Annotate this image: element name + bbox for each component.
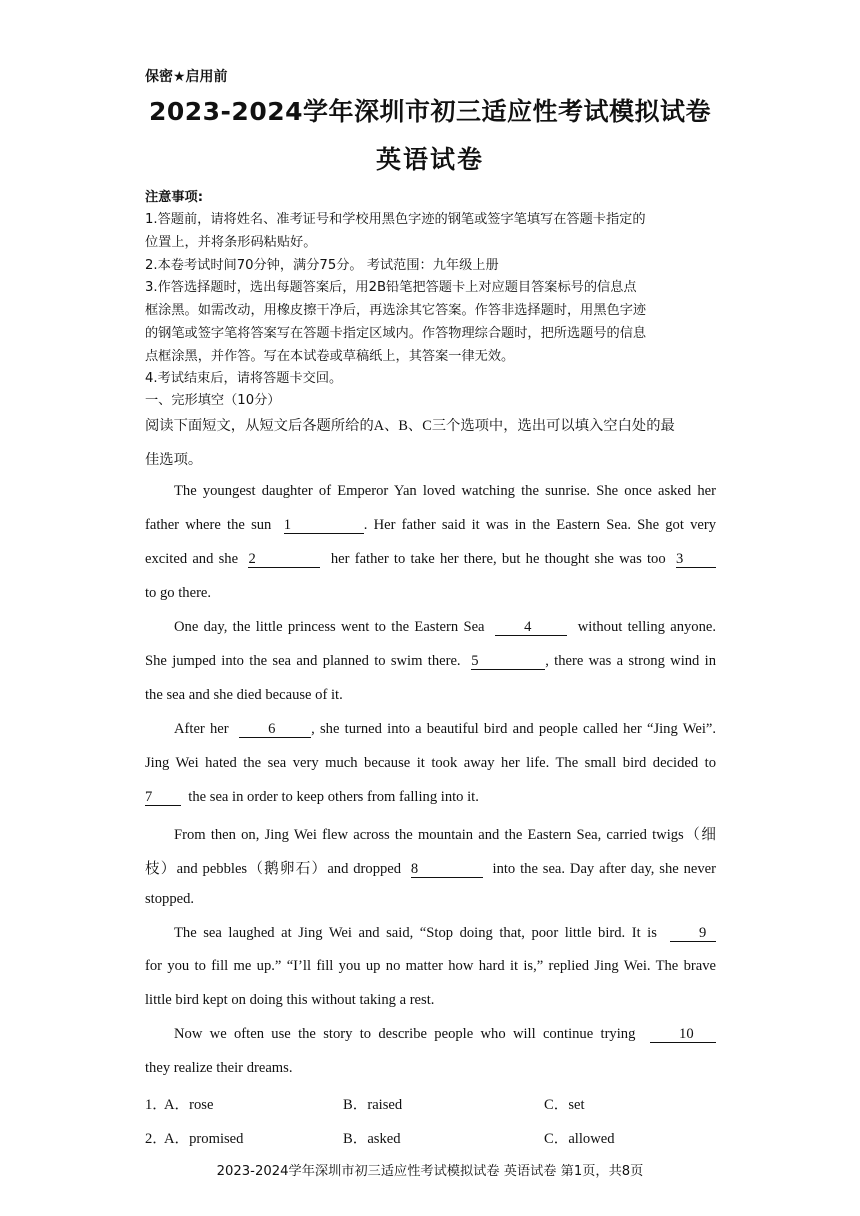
section-instruction: 阅读下面短文，从短文后各题所给的A、B、C三个选项中，选出可以填入空白处的最: [145, 418, 675, 434]
blank-9: 9: [670, 926, 716, 942]
blank-2: 2: [248, 552, 320, 568]
passage-line: From then on, Jing Wei flew across the mountain and the Eastern Sea, carried twigs（细: [174, 827, 716, 843]
passage-line: 枝）and pebbles（鹅卵石）and dropped 8 into the sea. Day after day, she never: [145, 861, 717, 877]
question-number: 1．: [145, 1097, 167, 1113]
passage-line: they realize their dreams.: [145, 1060, 293, 1076]
note-line: 位置上，并将条形码粘贴好。: [145, 235, 317, 250]
note-line: 点框涂黑，并作答。写在本试卷或草稿纸上，其答案一律无效。: [145, 349, 515, 364]
passage-line: Now we often use the story to describe people who will continue trying 10: [145, 1026, 716, 1043]
blank-1: 1: [284, 518, 364, 534]
note-line: 1.答题前，请将姓名、准考证号和学校用黑色字迹的钢笔或签字笔填写在答题卡指定的: [145, 212, 646, 227]
section-heading: 一、完形填空（10分）: [145, 393, 281, 408]
blank-7: 7: [145, 790, 181, 806]
option-a: A．rose: [164, 1097, 214, 1113]
passage-line: little bird kept on doing this without taking a rest.: [145, 992, 435, 1008]
passage-line: to go there.: [145, 585, 212, 601]
passage-line: excited and she 2 her father to take her there, but he thought she was too 3: [145, 551, 716, 568]
confidential-label: 保密★启用前: [145, 69, 228, 85]
option-b: B．asked: [343, 1131, 401, 1147]
question-number: 2．: [145, 1131, 167, 1147]
passage-line: father where the sun 1 . Her father said it was in the Eastern Sea. She got very: [145, 517, 717, 533]
note-line: 框涂黑。如需改动，用橡皮擦干净后，再选涂其它答案。作答非选择题时，用黑色字迹: [145, 303, 647, 318]
passage-line: Jing Wei hated the sea very much because it took away her life. The small bird decided to: [145, 755, 716, 771]
blank-8: 8: [411, 862, 483, 878]
option-c: C．allowed: [544, 1131, 615, 1147]
passage-line: 7 the sea in order to keep others from falling into it.: [145, 789, 479, 805]
blank-10: 10: [650, 1027, 716, 1043]
blank-3: 3: [676, 552, 716, 568]
exam-title: 2023-2024学年深圳市初三适应性考试模拟试卷: [148, 97, 712, 126]
passage-line: One day, the little princess went to the Eastern Sea 4 without telling anyone.: [174, 619, 717, 635]
note-line: 4.考试结束后，请将答题卡交回。: [145, 371, 343, 386]
passage-line: The youngest daughter of Emperor Yan loved watching the sunrise. She once asked her: [174, 483, 716, 499]
option-b: B．raised: [343, 1097, 403, 1113]
option-c: C．set: [544, 1097, 585, 1113]
passage-line: After her 6 , she turned into a beautiful bird and people called her “Jing Wei”.: [174, 721, 716, 737]
passage-line: She jumped into the sea and planned to swim there. 5 , there was a strong wind in: [145, 653, 717, 669]
note-line: 3.作答选择题时，选出每题答案后，用2B铅笔把答题卡上对应题目答案标号的信息点: [145, 280, 637, 295]
blank-6: 6: [239, 722, 311, 738]
passage-line: stopped.: [145, 891, 195, 907]
note-line: 2.本卷考试时间70分钟，满分75分。 考试范围：九年级上册: [145, 258, 499, 273]
section-instruction: 佳选项。: [145, 452, 203, 468]
blank-5: 5: [471, 654, 545, 670]
passage-line: the sea and she died because of it.: [145, 687, 343, 703]
notes-heading: 注意事项:: [145, 190, 204, 205]
passage-line: for you to fill me up.” “I’ll fill you up no matter how hard it is,” replied Jing Wei. The brave: [145, 958, 716, 974]
page-footer: 2023-2024学年深圳市初三适应性考试模拟试卷 英语试卷 第1页，共8页: [216, 1164, 644, 1179]
passage-line: The sea laughed at Jing Wei and said, “Stop doing that, poor little bird. It is 9: [145, 925, 716, 942]
option-a: A．promised: [164, 1131, 244, 1147]
exam-subtitle: 英语试卷: [375, 145, 484, 174]
blank-4: 4: [495, 620, 567, 636]
note-line: 的钢笔或签字笔将答案写在答题卡指定区域内。作答物理综合题时，把所选题号的信息: [145, 326, 647, 341]
